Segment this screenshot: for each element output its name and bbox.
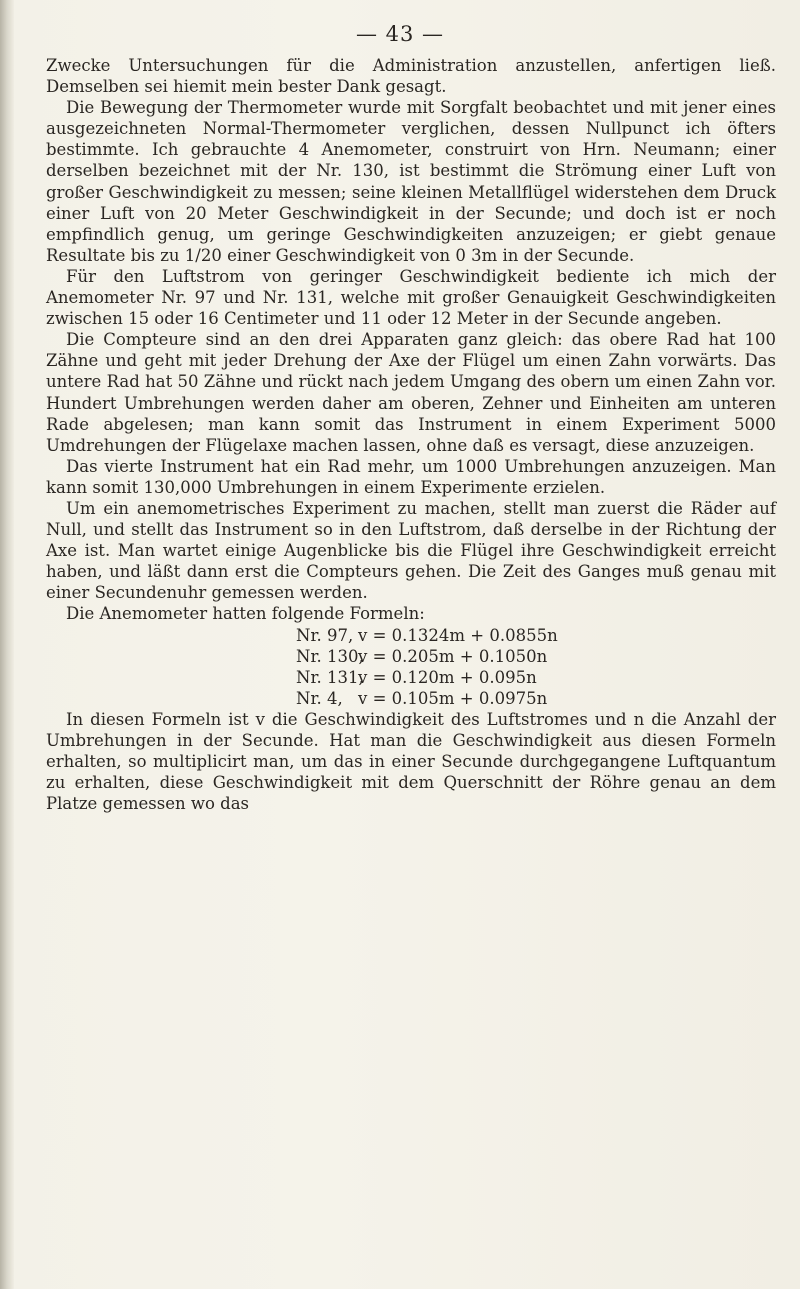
paragraph-5: Das vierte Instrument hat ein Rad mehr, um 1000 Umbrehungen anzuzeigen. Man kann somit 130,000 Umbrehungen in einem Experimente erzielen.: [46, 456, 776, 497]
paragraph-7: Die Anemometer hatten folgende Formeln:: [66, 604, 425, 624]
formula-row: [46, 688, 776, 709]
formula-instrument: Nr. 97,: [296, 625, 354, 645]
paragraph-6: Um ein anemometrisches Experiment zu machen, stellt man zuerst die Räder auf Null, und stellt das Instrument so in den Luftstrom, daß derselbe in der Richtung der Axe ist. Man wartet einige Augenblicke bis die Flügel ihre Geschwindigkeit erreicht haben, und läßt dann erst die Compteurs gehen. Die Zeit des Ganges muß genau mit einer Secundenuhr gemessen werden.: [46, 498, 776, 603]
formula-equation: v = 0.105m + 0.0975n: [358, 688, 548, 708]
paragraph-3: Für den Luftstrom von geringer Geschwindigkeit bediente ich mich der Anemometer Nr. 97 und Nr. 131, welche mit großer Genauigkeit Geschwindigkeiten zwischen 15 oder 16 Centimeter und 11 oder 12 Meter in der Secunde angeben.: [46, 266, 776, 329]
page-text: [46, 55, 776, 814]
paragraph-1: Zwecke Untersuchungen für die Administration anzustellen, anfertigen ließ. Demselben sei hiemit mein bester Dank gesagt.: [46, 56, 776, 97]
page-binding-shadow: [0, 0, 14, 1289]
formula-equation: v = 0.1324m + 0.0855n: [358, 625, 558, 645]
paragraph-closing: In diesen Formeln ist v die Geschwindigkeit des Luftstromes und n die Anzahl der Umbrehungen in der Secunde. Hat man die Geschwindigkeit aus diesen Formeln erhalten, so multiplicirt man, um das in einer Secunde durchgegangene Luftquantum zu erhalten, diese Geschwindigkeit mit dem Querschnitt der Röhre genau an dem Platze gemessen wo das: [46, 709, 776, 814]
formula-instrument: Nr. 131,: [296, 667, 364, 687]
formula-instrument: Nr. 130,: [296, 646, 364, 666]
formula-equation: v = 0.205m + 0.1050n: [358, 646, 548, 666]
formula-row: [46, 625, 776, 646]
page-number: — 43 —: [355, 22, 445, 46]
formula-row: [46, 667, 776, 688]
formula-equation: v = 0.120m + 0.095n: [358, 667, 537, 687]
paragraph-4: Die Compteure sind an den drei Apparaten ganz gleich: das obere Rad hat 100 Zähne und geht mit jeder Drehung der Axe der Flügel um einen Zahn vorwärts. Das untere Rad hat 50 Zähne und rückt nach jedem Umgang des obern um einen Zahn vor. Hundert Umbrehungen werden daher am oberen, Zehner und Einheiten am unteren Rade abgelesen; man kann somit das Instrument in einem Experiment 5000 Umdrehungen der Flügelaxe machen lassen, ohne daß es versagt, diese anzuzeigen.: [46, 330, 776, 455]
formula-row: [46, 646, 776, 667]
paragraph-2: Die Bewegung der Thermometer wurde mit Sorgfalt beobachtet und mit jener eines ausgezeichneten Normal-Thermometer verglichen, dessen Nullpunct ich öfters bestimmte. Ich gebrauchte 4 Anemometer, construirt von Hrn. Neumann; einer derselben bezeichnet mit der Nr. 130, ist bestimmt die Strömung einer Luft von großer Geschwindigkeit zu messen; seine kleinen Metallflügel widerstehen dem Druck einer Luft von 20 Meter Geschwindigkeit in der Secunde; und doch ist er noch empfindlich genug, um geringe Geschwindigkeiten anzuzeigen; er giebt genaue Resultate bis zu 1/20 einer Geschwindigkeit von 0 3m in der Secunde.: [46, 98, 776, 265]
formula-list: [46, 625, 776, 709]
formula-instrument: Nr. 4,: [296, 688, 343, 708]
